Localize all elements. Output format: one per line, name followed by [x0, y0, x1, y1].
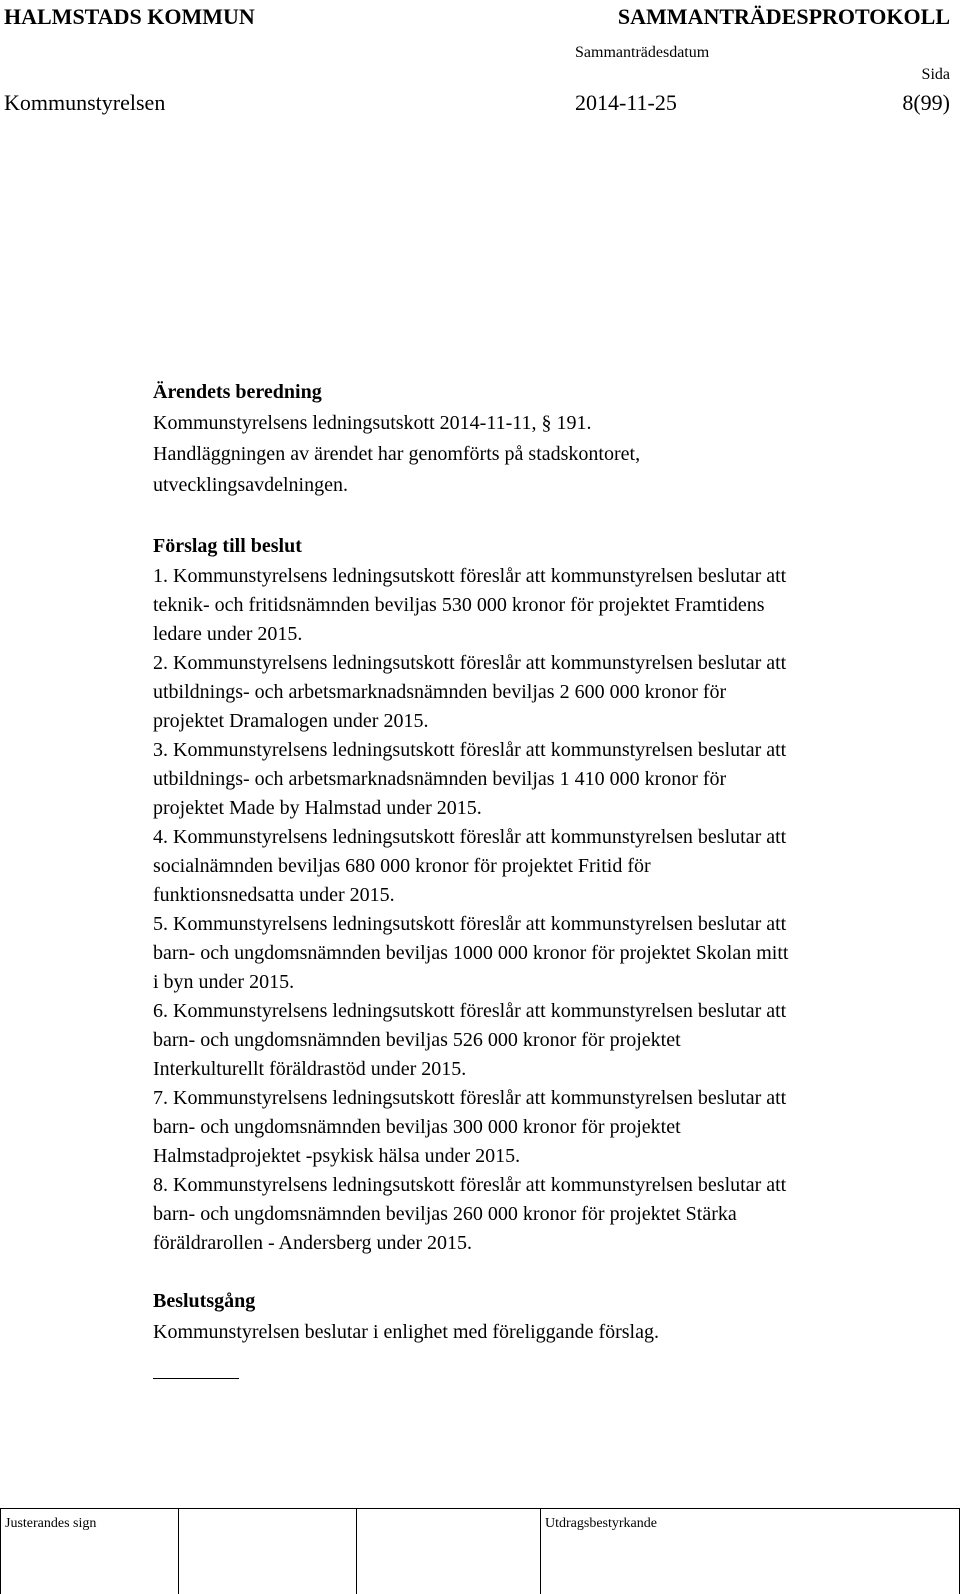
justerandes-sign-label: Justerandes sign — [5, 1516, 97, 1531]
proposal-item — [153, 1084, 953, 1171]
signature-cell — [356, 1508, 540, 1594]
proposal-line: Interkulturellt föräldrastöd under 2015. — [153, 1058, 467, 1080]
proposal-line: projektet Dramalogen under 2015. — [153, 710, 429, 732]
beredning-section — [153, 377, 953, 501]
proposal-line: föräldrarollen - Andersberg under 2015. — [153, 1232, 472, 1254]
date-label: Sammanträdesdatum — [575, 44, 710, 61]
proposal-line: 7. Kommunstyrelsens ledningsutskott föreslår att kommunstyrelsen beslutar att — [153, 1087, 787, 1109]
proposal-line: barn- och ungdomsnämnden beviljas 1000 000 kronor för projektet Skolan mitt — [153, 942, 789, 964]
proposal-item — [153, 1171, 953, 1258]
proposal-line: 4. Kommunstyrelsens ledningsutskott föreslår att kommunstyrelsen beslutar att — [153, 826, 787, 848]
proposal-line: barn- och ungdomsnämnden beviljas 260 000 kronor för projektet Stärka — [153, 1203, 737, 1225]
proposal-line: Halmstadprojektet -psykisk hälsa under 2015. — [153, 1145, 521, 1167]
proposal-line: teknik- och fritidsnämnden beviljas 530 000 kronor för projektet Framtidens — [153, 594, 765, 616]
proposal-item — [153, 997, 953, 1084]
proposal-line: barn- och ungdomsnämnden beviljas 526 000 kronor för projektet — [153, 1029, 681, 1051]
beslutsgang-heading: Beslutsgång — [153, 1290, 256, 1312]
document-type: SAMMANTRÄDESPROTOKOLL — [617, 4, 950, 29]
committee-name: Kommunstyrelsen — [4, 90, 166, 115]
proposal-item — [153, 910, 953, 997]
proposal-line: 8. Kommunstyrelsens ledningsutskott föreslår att kommunstyrelsen beslutar att — [153, 1174, 787, 1196]
proposal-line: 5. Kommunstyrelsens ledningsutskott föreslår att kommunstyrelsen beslutar att — [153, 913, 787, 935]
signature-cell — [178, 1508, 356, 1594]
utdragsbestyrkande-cell — [540, 1508, 960, 1594]
proposal-line: utbildnings- och arbetsmarknadsnämnden beviljas 1 410 000 kronor för — [153, 768, 727, 790]
proposal-item — [153, 562, 953, 649]
proposal-line: socialnämnden beviljas 680 000 kronor för projektet Fritid för — [153, 855, 651, 877]
signature-footer — [0, 1508, 960, 1593]
proposal-line: ledare under 2015. — [153, 623, 303, 645]
beredning-line: utvecklingsavdelningen. — [153, 474, 348, 496]
proposal-line: funktionsnedsatta under 2015. — [153, 884, 395, 906]
utdragsbestyrkande-label: Utdragsbestyrkande — [545, 1516, 657, 1531]
page-number: 8(99) — [902, 90, 950, 115]
proposal-item — [153, 649, 953, 736]
beredning-line: Handläggningen av ärendet har genomförts på stadskontoret, — [153, 443, 641, 465]
proposal-line: 3. Kommunstyrelsens ledningsutskott föreslår att kommunstyrelsen beslutar att — [153, 739, 787, 761]
proposal-line: 2. Kommunstyrelsens ledningsutskott föreslår att kommunstyrelsen beslutar att — [153, 652, 787, 674]
beslutsgang-section — [153, 1286, 953, 1348]
organization-name: HALMSTADS KOMMUN — [4, 4, 255, 29]
proposal-line: 6. Kommunstyrelsens ledningsutskott föreslår att kommunstyrelsen beslutar att — [153, 1000, 787, 1022]
beredning-heading: Ärendets beredning — [153, 381, 322, 403]
proposal-line: utbildnings- och arbetsmarknadsnämnden beviljas 2 600 000 kronor för — [153, 681, 727, 703]
beslutsgang-text: Kommunstyrelsen beslutar i enlighet med föreliggande förslag. — [153, 1321, 659, 1343]
page-label: Sida — [921, 66, 950, 83]
proposal-line: i byn under 2015. — [153, 971, 295, 993]
proposal-line: projektet Made by Halmstad under 2015. — [153, 797, 482, 819]
beredning-line: Kommunstyrelsens ledningsutskott 2014-11-11, § 191. — [153, 412, 592, 434]
proposal-line: barn- och ungdomsnämnden beviljas 300 000 kronor för projektet — [153, 1116, 681, 1138]
proposal-line: 1. Kommunstyrelsens ledningsutskott föreslår att kommunstyrelsen beslutar att — [153, 565, 787, 587]
end-rule — [153, 1378, 239, 1379]
forslag-heading: Förslag till beslut — [153, 535, 302, 557]
proposal-item — [153, 823, 953, 910]
proposal-item — [153, 736, 953, 823]
document-body — [153, 377, 953, 1348]
justerandes-sign-cell — [0, 1508, 178, 1594]
forslag-section — [153, 531, 953, 1258]
meeting-date: 2014-11-25 — [575, 90, 677, 115]
